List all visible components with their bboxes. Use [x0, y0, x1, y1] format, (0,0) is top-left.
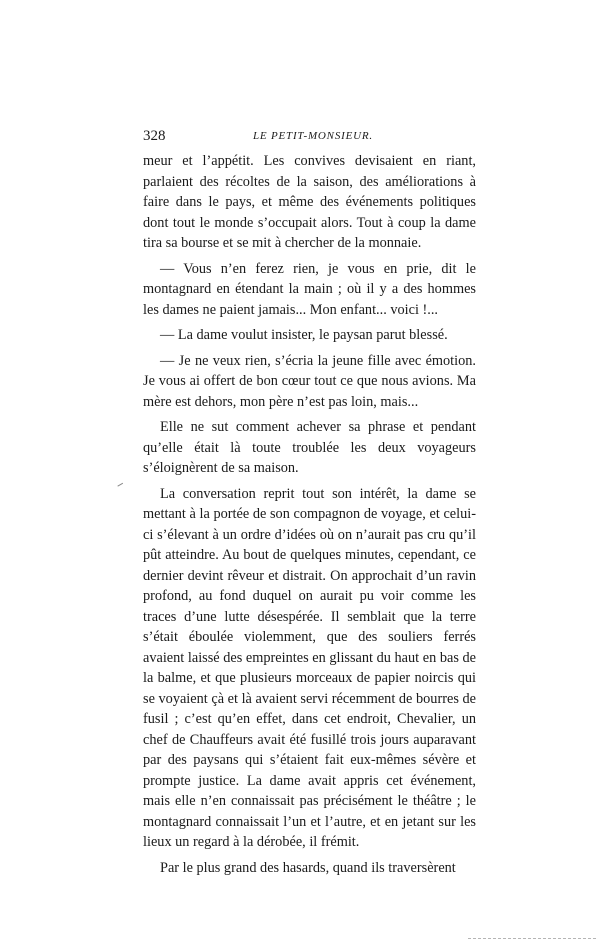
- running-title: LE PETIT-MONSIEUR.: [253, 130, 373, 142]
- paragraph-continuation: meur et l’appétit. Les convives devisaient en riant, parlaient des récoltes de la saison, des améliorations à faire dans le pays, et même des événements politiques dont tout le monde s’occupait alors. Tout à coup la dame tira sa bourse et se mit à chercher de la monnaie.: [143, 153, 476, 251]
- margin-mark: [117, 483, 124, 489]
- body-text: [143, 151, 476, 878]
- paragraph-dialogue-dame: — La dame voulut insister, le paysan parut blessé.: [160, 327, 448, 343]
- footer-scan-rule: [468, 938, 596, 939]
- page-number: 328: [143, 128, 166, 144]
- paragraph-final: Par le plus grand des hasards, quand ils traversèrent: [160, 859, 456, 876]
- paragraph-dialogue-montagnard: — Vous n’en ferez rien, je vous en prie, dit le montagnard en étendant la main ; où il y a des hommes les dames ne paient jamais... Mon enfant... voici !...: [143, 260, 476, 318]
- page-header: [143, 128, 476, 144]
- paragraph-departure: Elle ne sut comment achever sa phrase et pendant qu’elle était là toute troublée les deux voyageurs s’éloignèrent de sa maison.: [143, 419, 476, 476]
- paragraph-dialogue-jeune-fille: — Je ne veux rien, s’écria la jeune fille avec émotion. Je vous ai offert de bon cœur tout ce que nous avions. Ma mère est dehors, mon père n’est pas loin, mais...: [143, 352, 476, 410]
- paragraph-ravine: La conversation reprit tout son intérêt, la dame se mettant à la portée de son compagnon de voyage, et celui-ci s’élevant à un ordre d’idées où on n’aurait pas cru qu’il pût atteindre. Au bout de quelques minutes, cependant, ce dernier devint rêveur et distrait. On approchait d’un ravin profond, au fond duquel on aurait pu voir comme les traces d’une lutte désespérée. Il semblait que la terre s’était éboulée violemment, que des souliers ferrés avaient laissé des empreintes en glissant du haut en bas de la balme, et que plusieurs morceaux de papier noircis qui se voyaient çà et là avaient servi récemment de bourres de fusil ; c’est qu’en effet, dans cet endroit, Chevalier, un chef de Chauffeurs avait été fusillé trois jours auparavant par des paysans qui s’étaient fait eux-mêmes sévère et prompte justice. La dame avait appris cet événement, mais elle n’en connaissait pas précisément le théâtre ; le montagnard connaissait l’un et l’autre, et en jetant sur les lieux un regard à la dérobée, il frémit.: [143, 485, 476, 850]
